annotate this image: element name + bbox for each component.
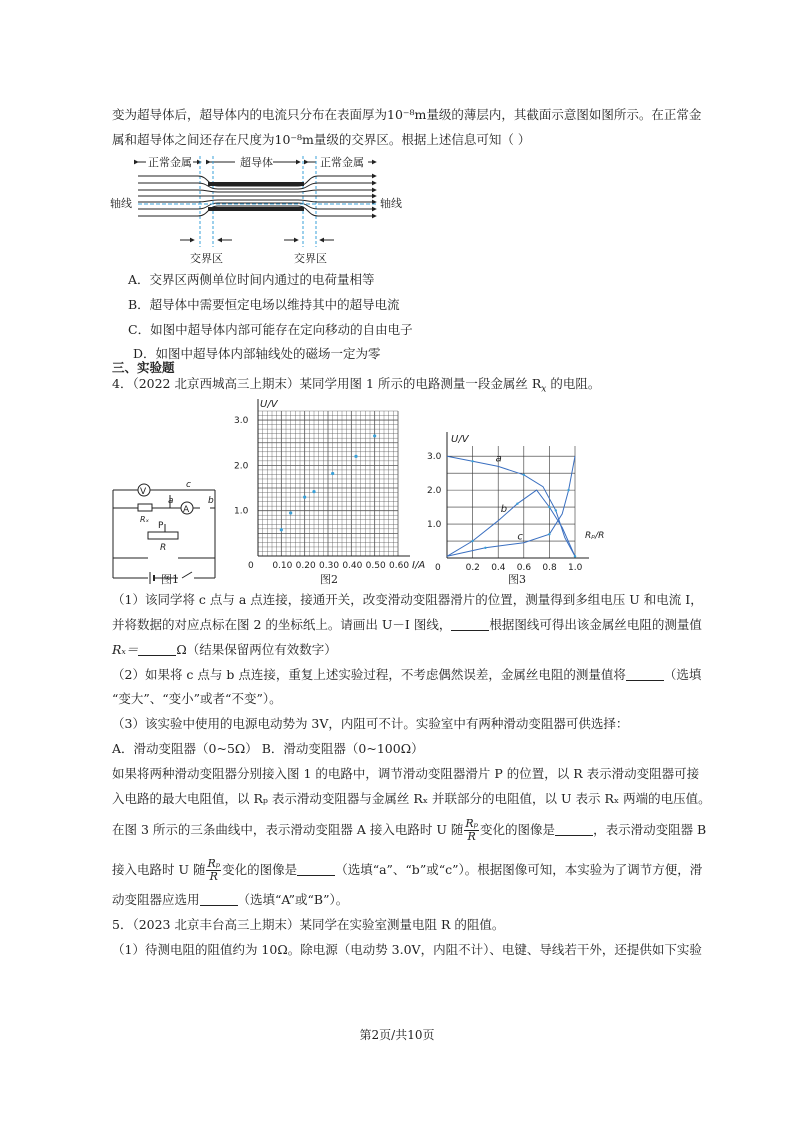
superconductor-figure [108,152,408,267]
u-rp-graph [425,428,615,573]
curve-point [574,555,576,557]
curve-label-a: a [495,453,502,465]
q4-part2-line2: “变大”、“变小”或者“不变”）。 [112,691,282,706]
x-axis-label: Rₚ/R [585,531,605,541]
x-tick-label: 0.4 [491,563,506,573]
fig1-p-label: P [158,521,164,531]
fig3-caption: 图3 [508,573,526,586]
section-title: 三、实验题 [112,360,175,375]
q3-line-2: 属和超导体之间还存在尺度为10⁻⁸m量级的交界区。根据上述信息可知（ ） [112,132,531,147]
q3-option-a: A．交界区两侧单位时间内通过的电荷量相等 [128,272,375,287]
x-tick-label: 0.10 [272,561,293,571]
curve-label-c: c [517,531,523,543]
data-point [331,472,334,475]
curve-point [567,489,569,491]
x-tick-label: 1.0 [568,563,583,573]
fig1-caption: 图1 [161,573,179,586]
label-axis-right: 轴线 [380,197,402,210]
data-point [289,511,292,514]
q5-line1: 5．（2023 北京丰台高三上期末）某同学在实验室测量电阻 R 的阻值。 [112,917,505,932]
data-point [303,495,306,498]
q3-option-c: C．如图中超导体内部可能存在定向移动的自由电子 [128,322,413,337]
x-tick-label: 0.2 [465,563,480,573]
q4-part3-line1: （3）该实验中使用的电源电动势为 3V，内阻可不计。实验室中有两种滑动变阻器可供选择： [112,716,629,731]
curve-point [484,547,486,549]
label-normal-metal-right: 正常金属 [320,156,364,169]
y-tick-label: 2.0 [234,461,249,472]
y-tick-label: 1.0 [234,506,249,517]
data-point [312,490,315,493]
q4-part3-line2: A．滑动变阻器（0~5Ω） B．滑动变阻器（0~100Ω） [112,741,424,756]
fig1-r-label: R [160,543,167,553]
data-point [373,434,376,437]
curve-point [523,474,525,476]
y-tick-label: 2.0 [427,486,442,497]
fig1-rx-label: Rₓ [140,515,150,524]
q4-part1-line1: （1）该同学将 c 点与 a 点连接，接通开关，改变滑动变阻器滑片的位置，测量得到多组电压 U 和电流 I， [112,592,703,607]
q4-part1-line2: 并将数据的对应点标在图 2 的坐标纸上。请画出 U－I 图线， 根据图线可得出该金属丝电阻的测量值 [112,617,702,632]
q3-option-b: B．超导体中需要恒定电场以维持其中的超导电流 [128,297,400,312]
x-tick-label: 0 [435,563,441,573]
curve-label-b: b [500,504,508,516]
curve-point [555,509,557,511]
label-boundary-left: 交界区 [190,252,223,265]
q4-part3-line5: 在图 3 所示的三条曲线中，表示滑动变阻器 A 接入电路时 U 随 $\frac{\text{Rₚ}}{R}$ 变化的图像是 ，表示滑动变阻器 B [112,817,707,843]
curve-point [548,533,550,535]
x-axis-label: I/A [412,560,425,571]
y-axis-label: U/V [451,434,469,445]
x-tick-label: 0 [248,561,254,571]
x-tick-label: 0.40 [342,561,363,571]
fig2-caption: 图2 [320,573,338,586]
data-point [354,455,357,458]
x-tick-label: 0.8 [542,563,557,573]
data-point [280,528,283,531]
label-axis-left: 轴线 [110,197,132,210]
fig1-voltmeter-label: V [140,487,147,497]
fig1-a-label: a [168,496,174,506]
fig1-ammeter-label: A [183,505,190,515]
u-i-graph [230,398,425,573]
label-normal-metal-left: 正常金属 [148,156,192,169]
y-axis-label: U/V [260,399,278,410]
x-tick-label: 0.50 [365,561,386,571]
q3-line-1: 变为超导体后，超导体内的电流只分布在表面厚为10⁻⁸m量级的薄层内，其截面示意图如图所示。在正常金 [112,107,702,122]
q5-line2: （1）待测电阻的阻值约为 10Ω。除电源（电动势 3.0V，内阻不计）、电键、导线若干外，还提供如下实验 [112,942,702,957]
page-footer: 第2页/共10页 [359,1028,435,1042]
q4-part3-line3: 如果将两种滑动变阻器分别接入图 1 的电路中，调节滑动变阻器滑片 P 的位置，以 R 表示滑动变阻器可接 [112,766,700,781]
x-tick-label: 0.20 [295,561,316,571]
q4-part3-line7: 动变阻器应选用 （选填“A”或“B”）。 [112,892,349,907]
x-tick-label: 0.60 [389,561,410,571]
q3-option-d: D．如图中超导体内部轴线处的磁场一定为零 [133,346,381,361]
q4-title: 4．（2022 北京西城高三上期末）某同学用图 1 所示的电路测量一段金属丝 $R_x$ 的电阻。 [112,376,601,395]
curve-point [548,506,550,508]
q4-part3-line4: 入电路的最大电阻值，以 Rₚ 表示滑动变阻器与金属丝 Rₓ 并联部分的电阻值，以 U 表示 Rₓ 两端的电压值。 [112,791,711,806]
curve-point [471,460,473,462]
label-superconductor: 超导体 [240,156,273,169]
q4-part2-line1: （2）如果将 c 点与 b 点连接，重复上述实验过程，不考虑偶然误差，金属丝电阻的测量值将 （选填 [112,667,702,682]
curve-point [471,540,473,542]
fig1-b-label: b [208,496,214,506]
y-tick-label: 3.0 [234,416,249,427]
q4-part1-line3: Rₓ＝ Ω（结果保留两位有效数字） [112,642,337,657]
q4-part3-line6: 接入电路时 U 随 $\frac{\text{Rₚ}}{R}$ 变化的图像是 （选填“a”、“b”或“c”）。根据图像可知，本实验为了调节方便，滑 [112,857,703,883]
curve-point [516,502,518,504]
x-tick-label: 0.6 [516,563,532,573]
fig1-c-label: c [186,480,191,490]
y-tick-label: 3.0 [427,452,442,463]
y-tick-label: 1.0 [427,520,442,531]
x-tick-label: 0.30 [319,561,340,571]
label-boundary-right: 交界区 [294,252,327,265]
